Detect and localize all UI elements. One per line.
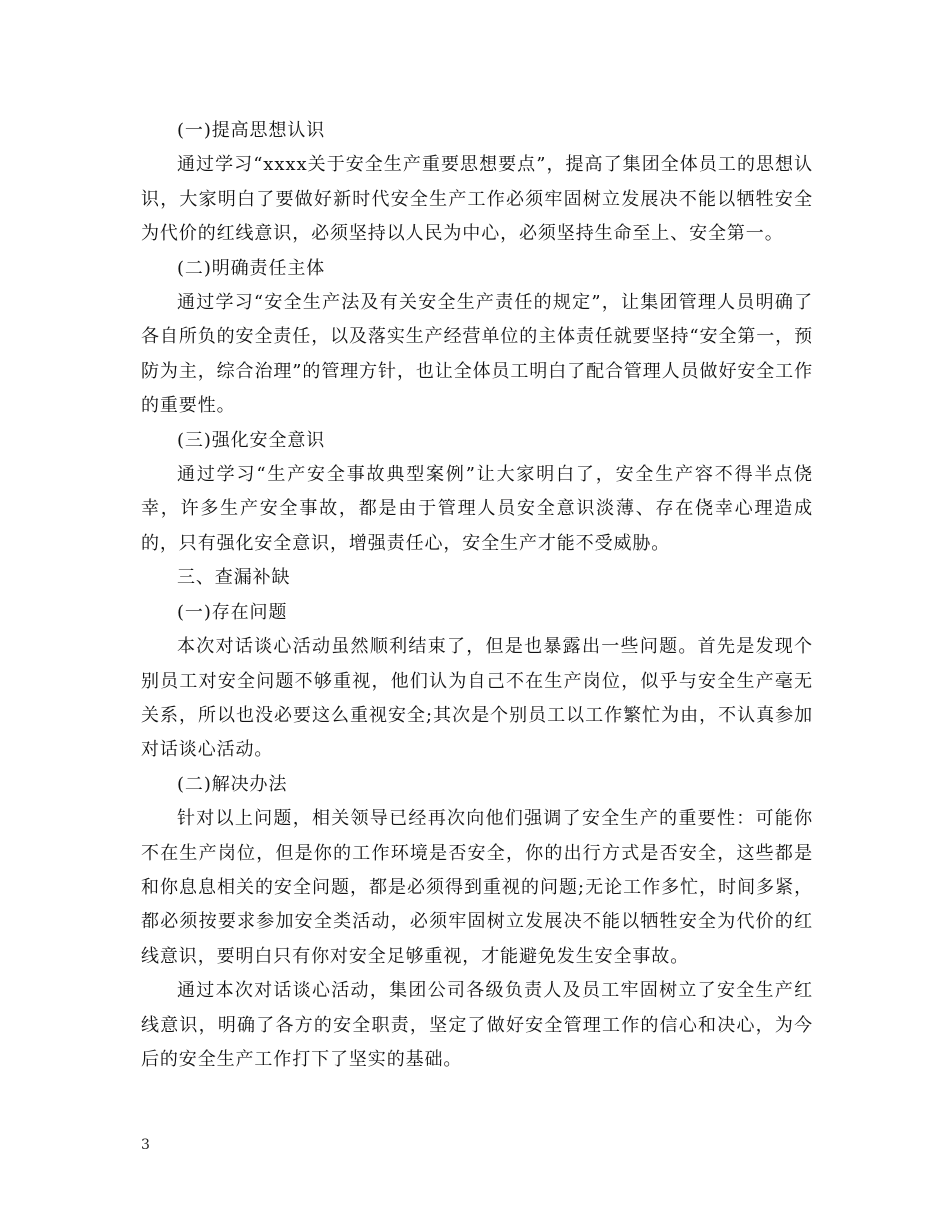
paragraph-conclusion: 通过本次对话谈心活动，集团公司各级负责人及员工牢固树立了安全生产红线意识，明确了各方的安全职责，坚定了做好安全管理工作的信心和决心，为今后的安全生产工作打下了坚实的基础。 xyxy=(141,980,813,1070)
section-heading-existing-problems: (一)存在问题 xyxy=(177,601,288,623)
paragraph-solutions: 针对以上问题，相关领导已经再次向他们强调了安全生产的重要性：可能你不在生产岗位，但是你的工作环境是否安全，你的出行方式是否安全，这些都是和你息息相关的安全问题，都是必须得到重视的问题;无论工作多忙，时间多紧，都必须按要求参加安全类活动，必须牢固树立发展决不能以牺牲安全为代价的红线意识，要明白只有你对安全足够重视，才能避免发生安全事故。 xyxy=(141,808,813,967)
document-body xyxy=(141,114,813,1077)
page-number: 3 xyxy=(141,1137,150,1153)
section-heading-raise-awareness: (一)提高思想认识 xyxy=(177,120,326,141)
paragraph-raise-awareness: 通过学习“xxxx关于安全生产重要思想要点”，提高了集团全体员工的思想认识，大家明白了要做好新时代安全生产工作必须牢固树立发展决不能以牺牲安全为代价的红线意识，必须坚持以人民为中心，必须坚持生命至上、安全第一。 xyxy=(141,154,813,245)
section-heading-check-gaps: 三、查漏补缺 xyxy=(177,567,291,589)
paragraph-clarify-responsibility: 通过学习“安全生产法及有关安全生产责任的规定”，让集团管理人员明确了各自所负的安全责任，以及落实生产经营单位的主体责任就要坚持“安全第一，预防为主，综合治理”的管理方针，也让全体员工明白了配合管理人员做好安全工作的重要性。 xyxy=(141,292,813,417)
section-heading-clarify-responsibility: (二)明确责任主体 xyxy=(177,257,326,279)
paragraph-strengthen-safety: 通过学习“生产安全事故典型案例”让大家明白了，安全生产容不得半点侥幸，许多生产安全事故，都是由于管理人员安全意识淡薄、存在侥幸心理造成的，只有强化安全意识，增强责任心，安全生产才能不受威胁。 xyxy=(141,464,813,554)
section-heading-solutions: (二)解决办法 xyxy=(177,773,288,795)
paragraph-existing-problems: 本次对话谈心活动虽然顺利结束了，但是也暴露出一些问题。首先是发现个别员工对安全问题不够重视，他们认为自己不在生产岗位，似乎与安全生产毫无关系，所以也没必要这么重视安全;其次是个别员工以工作繁忙为由，不认真参加对话谈心活动。 xyxy=(141,636,813,761)
section-heading-strengthen-safety: (三)强化安全意识 xyxy=(177,429,326,451)
